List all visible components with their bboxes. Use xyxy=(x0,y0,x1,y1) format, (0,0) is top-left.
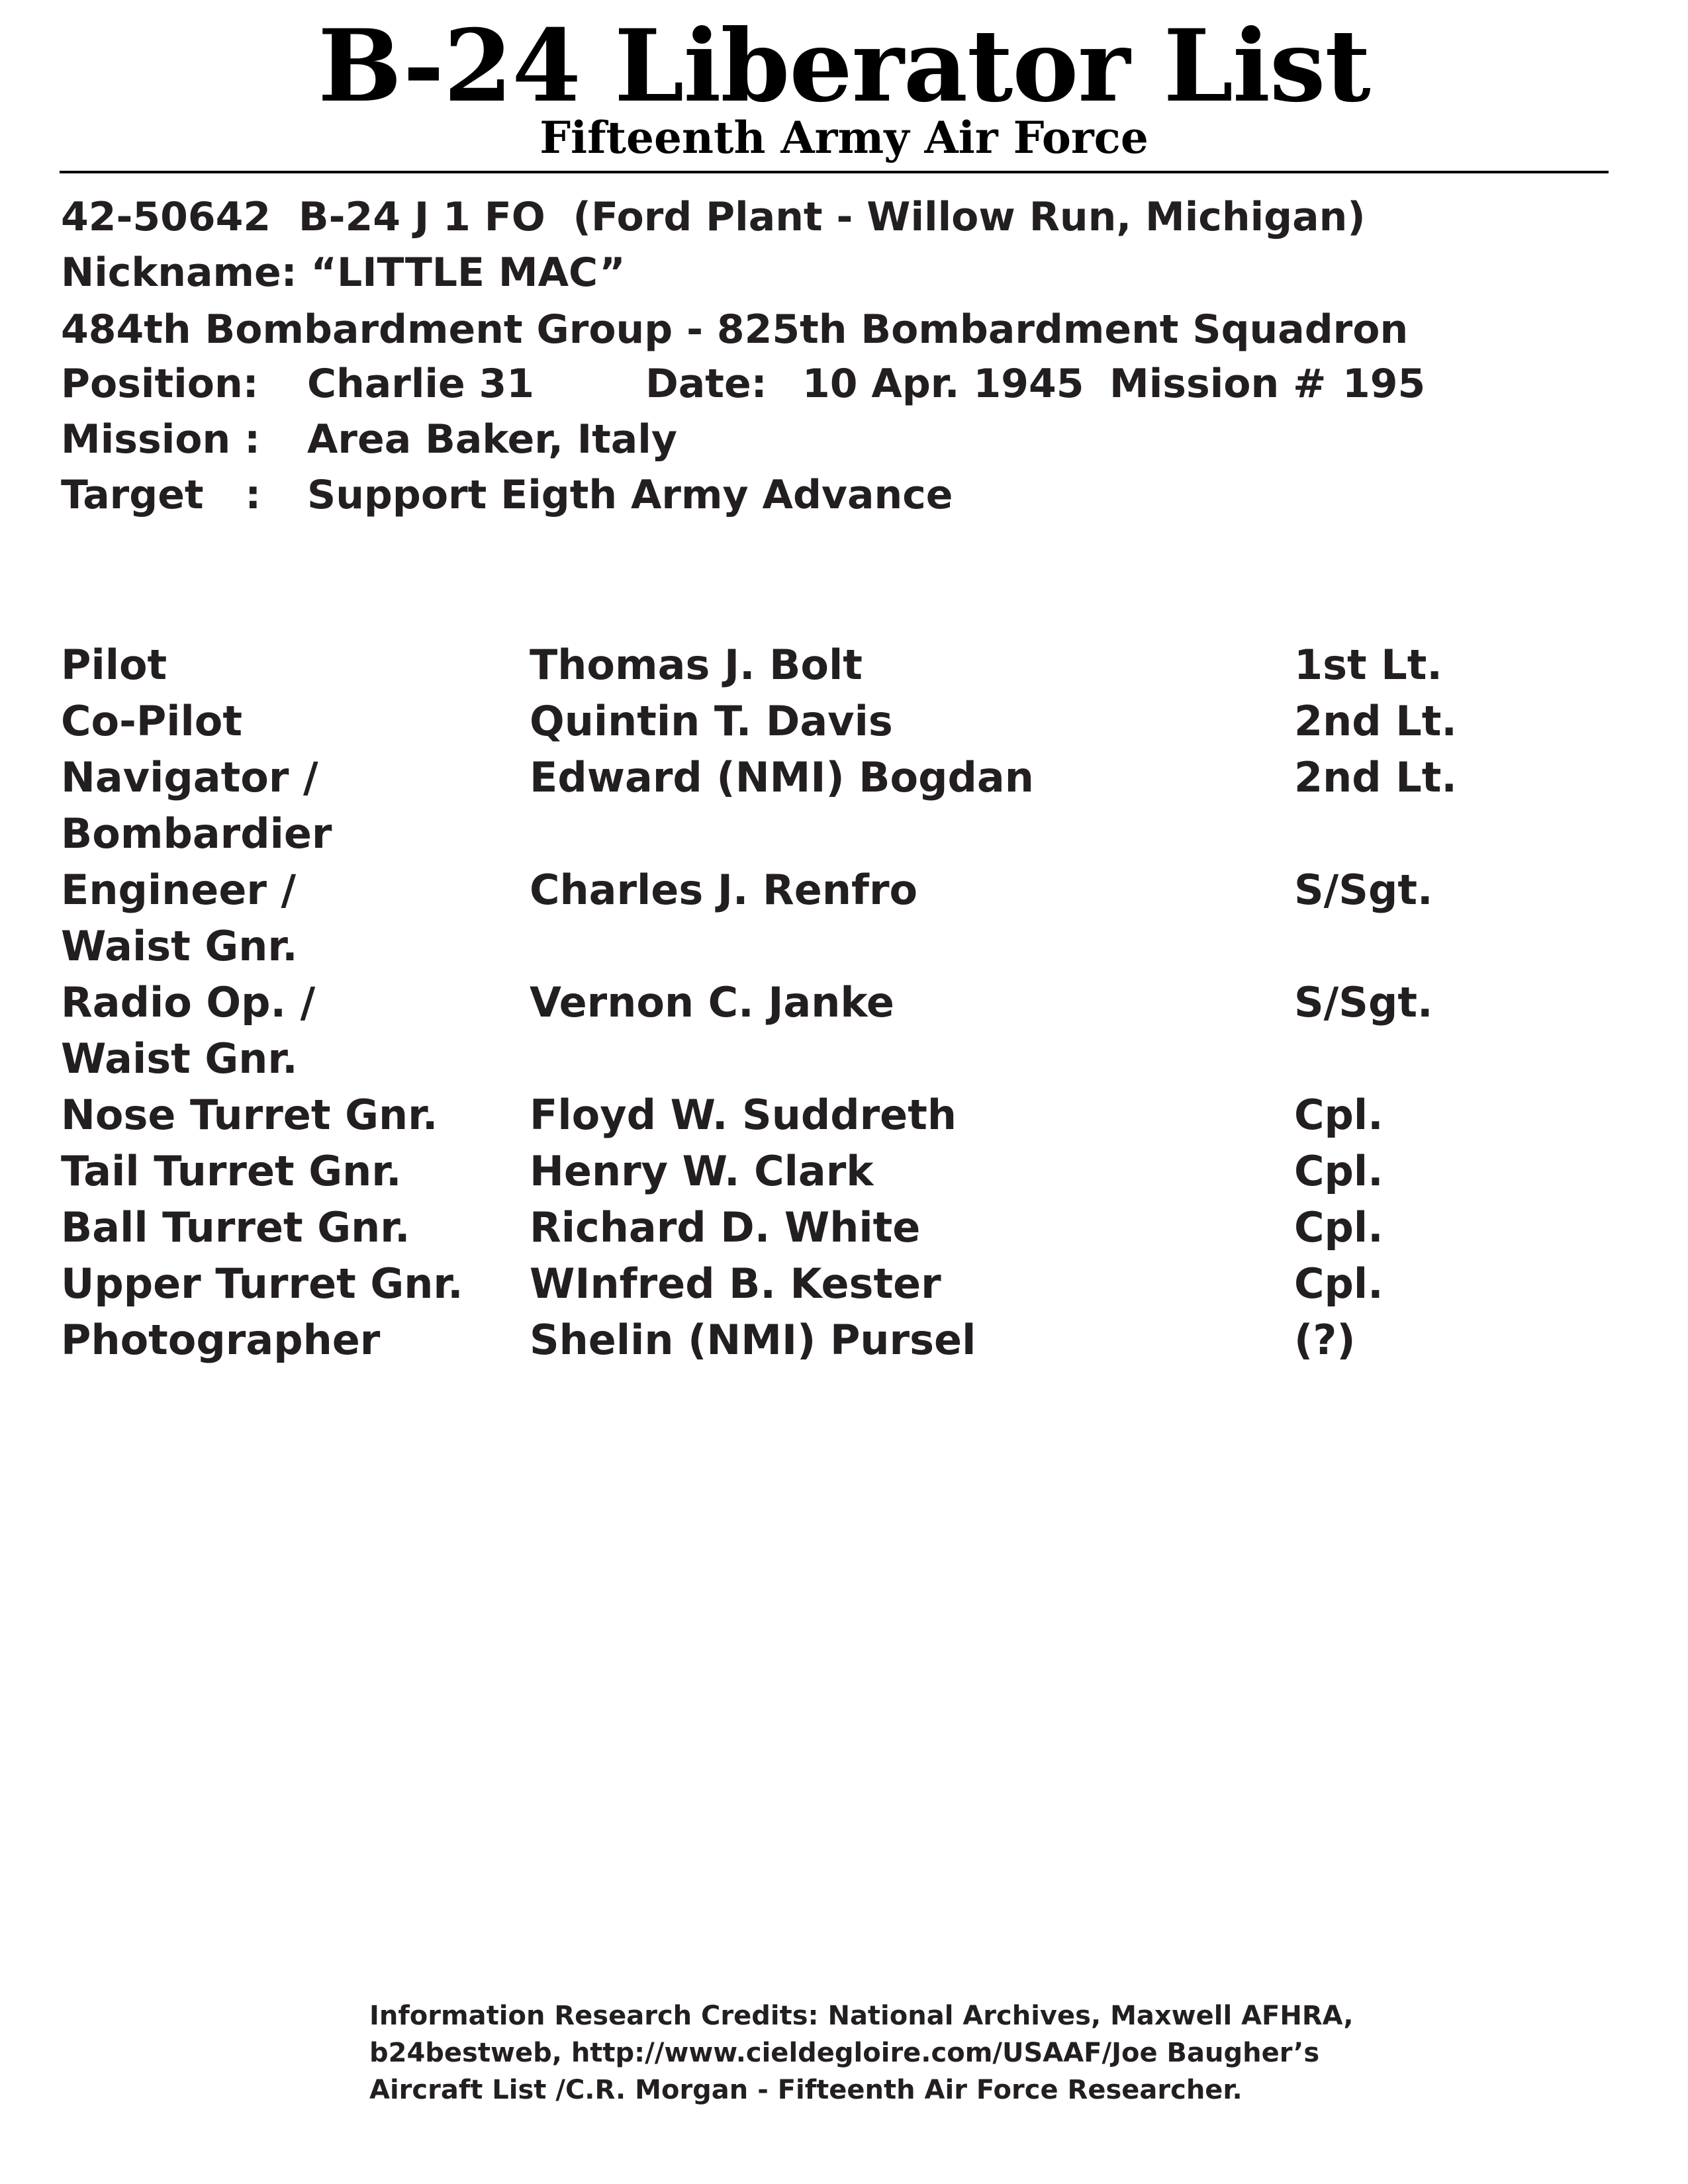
crew-role: Radio Op. / xyxy=(61,978,316,1026)
crew-name: Richard D. White xyxy=(530,1203,921,1251)
crew-role: Nose Turret Gnr. xyxy=(61,1091,438,1139)
mission-number-label: Mission # xyxy=(1109,361,1327,407)
position-value: Charlie 31 xyxy=(307,361,535,407)
crew-name: Thomas J. Bolt xyxy=(530,641,863,689)
mission-label: Mission : xyxy=(61,416,261,463)
position-label: Position: xyxy=(61,361,259,407)
crew-role: Engineer / xyxy=(61,866,297,914)
crew-rank: Cpl. xyxy=(1294,1091,1383,1139)
crew-rank: Cpl. xyxy=(1294,1259,1383,1308)
crew-role-continued: Bombardier xyxy=(61,809,332,858)
crew-name: Charles J. Renfro xyxy=(530,866,918,914)
date-label: Date: xyxy=(645,361,767,407)
crew-rank: (?) xyxy=(1294,1316,1356,1364)
crew-rank: 2nd Lt. xyxy=(1294,697,1457,745)
target-label: Target : xyxy=(61,472,261,518)
crew-role: Navigator / xyxy=(61,753,318,801)
crew-name: Shelin (NMI) Pursel xyxy=(530,1316,976,1364)
crew-role: Co-Pilot xyxy=(61,697,243,745)
crew-name: Vernon C. Janke xyxy=(530,978,894,1026)
crew-role-continued: Waist Gnr. xyxy=(61,1034,298,1083)
crew-rank: Cpl. xyxy=(1294,1147,1383,1195)
date-value: 10 Apr. 1945 xyxy=(802,361,1084,407)
serial-line: 42-50642 B-24 J 1 FO (Ford Plant - Willow Run, Michigan) xyxy=(61,194,1366,240)
crew-role: Pilot xyxy=(61,641,167,689)
crew-rank: 1st Lt. xyxy=(1294,641,1442,689)
crew-rank: 2nd Lt. xyxy=(1294,753,1457,801)
crew-role: Photographer xyxy=(61,1316,381,1364)
crew-rank: S/Sgt. xyxy=(1294,866,1433,914)
title-divider xyxy=(60,171,1609,173)
crew-role-continued: Waist Gnr. xyxy=(61,922,298,970)
unit-line: 484th Bombardment Group - 825th Bombardment Squadron xyxy=(61,306,1409,353)
crew-rank: S/Sgt. xyxy=(1294,978,1433,1026)
mission-value: Area Baker, Italy xyxy=(307,416,677,463)
crew-role: Tail Turret Gnr. xyxy=(61,1147,402,1195)
credits-line-1: Information Research Credits: National Archives, Maxwell AFHRA, xyxy=(369,2001,1354,2031)
crew-name: Floyd W. Suddreth xyxy=(530,1091,957,1139)
crew-role: Upper Turret Gnr. xyxy=(61,1259,463,1308)
research-credits xyxy=(369,1997,1429,2109)
crew-name: Edward (NMI) Bogdan xyxy=(530,753,1034,801)
credits-line-3: Aircraft List /C.R. Morgan - Fifteenth Air Force Researcher. xyxy=(369,2075,1243,2105)
mission-number-value: 195 xyxy=(1342,361,1426,407)
crew-name: WInfred B. Kester xyxy=(530,1259,941,1308)
target-value: Support Eigth Army Advance xyxy=(307,472,953,518)
crew-role: Ball Turret Gnr. xyxy=(61,1203,410,1251)
crew-rank: Cpl. xyxy=(1294,1203,1383,1251)
credits-line-2: b24bestweb, http://www.cieldegloire.com/USAAF/Joe Baugher’s xyxy=(369,2038,1320,2068)
page-title: B-24 Liberator List xyxy=(318,8,1370,124)
crew-name: Henry W. Clark xyxy=(530,1147,874,1195)
page-subtitle: Fifteenth Army Air Force xyxy=(539,112,1149,163)
crew-name: Quintin T. Davis xyxy=(530,697,893,745)
nickname-line: Nickname: “LITTLE MAC” xyxy=(61,250,626,296)
